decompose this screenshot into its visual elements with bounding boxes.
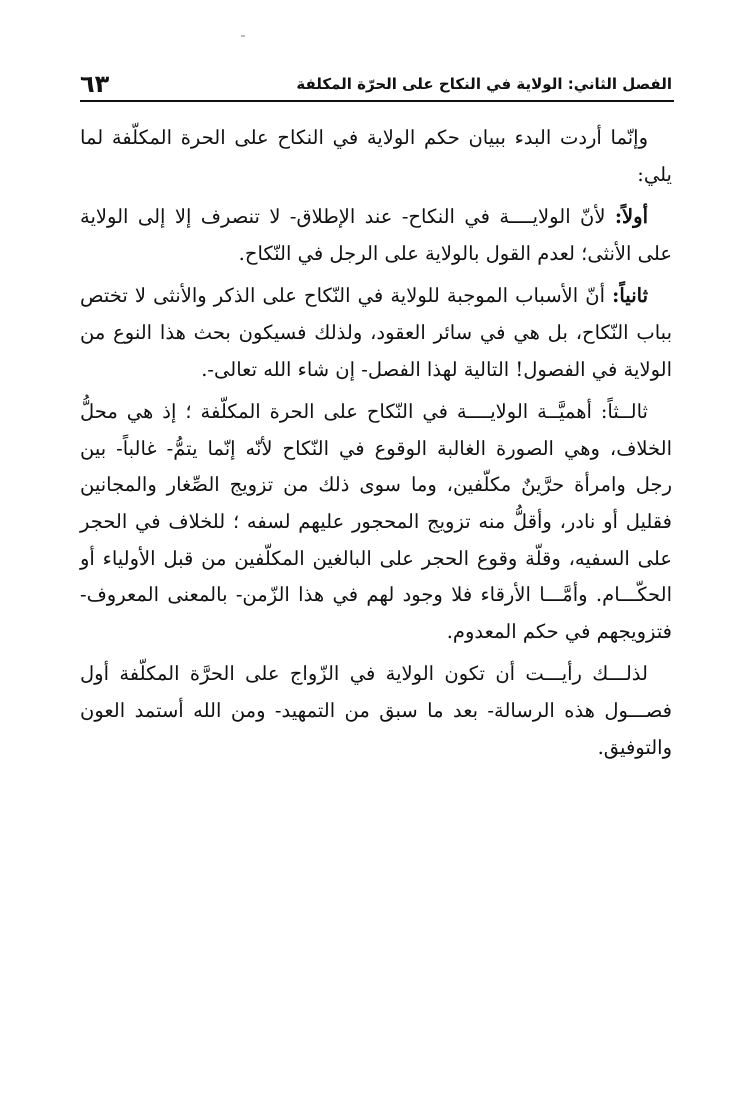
body-text: [80, 120, 672, 772]
paragraph-lead: ثانياً:: [612, 284, 648, 308]
scan-speck: [241, 35, 245, 37]
paragraph-first-reason: [80, 199, 672, 272]
paragraph-second-reason: [80, 278, 672, 388]
header-rule: [80, 100, 674, 102]
running-header: [80, 72, 672, 96]
paragraph-text: ثالــثاً: أهميَّــة الولايــــة في النّكاح على الحرة المكلّفة ؛ إذ هي محلُّ الخلاف، وهي الصورة الغالبة الوقوع في النّكاح لأنّه إنّما يتمُّ- غالباً- بين رجل وامرأة حرَّينٌ مكلّفين، وما سوى ذلك من تزويج الصِّغار والمجانين فقليل أو نادر، وأقلُّ منه تزويج المحجور عليهم لسفه ؛ للخلاف في الحجر على السفيه، وقلّة وقوع الحجر على البالغين المكلّفين من قبل الأولياء أو الحكّـــام. وأمَّـــا الأرقاء فلا وجود لهم في هذا الزّمن- بالمعنى المعروف- فتزويجهم في حكم المعدوم.: [80, 400, 672, 643]
paragraph-text: لأنّ الولايــــة في النكاح- عند الإطلاق- لا تنصرف إلا إلى الولاية على الأنثى؛ لعدم القول بالولاية على الرجل في النّكاح.: [80, 205, 672, 265]
paragraph-text: وإنّما أردت البدء ببيان حكم الولاية في النكاح على الحرة المكلّفة لما يلي:: [80, 126, 672, 186]
chapter-title: الفصل الثاني: الولاية في النكاح على الحرّة المكلفة: [296, 75, 672, 93]
paragraph-text: لذلـــك رأيـــت أن تكون الولاية في الزّواج على الحرَّة المكلّفة أول فصـــول هذه الرسالة- بعد ما سبق من التمهيد- ومن الله أستمد العون والتوفيق.: [80, 662, 672, 759]
paragraph-conclusion: [80, 656, 672, 766]
paragraph-third-reason: [80, 394, 672, 650]
paragraph-intro: [80, 120, 672, 193]
paragraph-text: أنّ الأسباب الموجبة للولاية في النّكاح على الذكر والأنثى لا تختص بباب النّكاح، بل هي في سائر العقود، ولذلك فسيكون بحث هذا النوع من الولاية في الفصول! التالية لهذا الفصل- إن شاء الله تعالى-.: [80, 284, 672, 381]
paragraph-lead: أولاً:: [614, 205, 648, 229]
page-number: ٦٣: [80, 70, 110, 98]
